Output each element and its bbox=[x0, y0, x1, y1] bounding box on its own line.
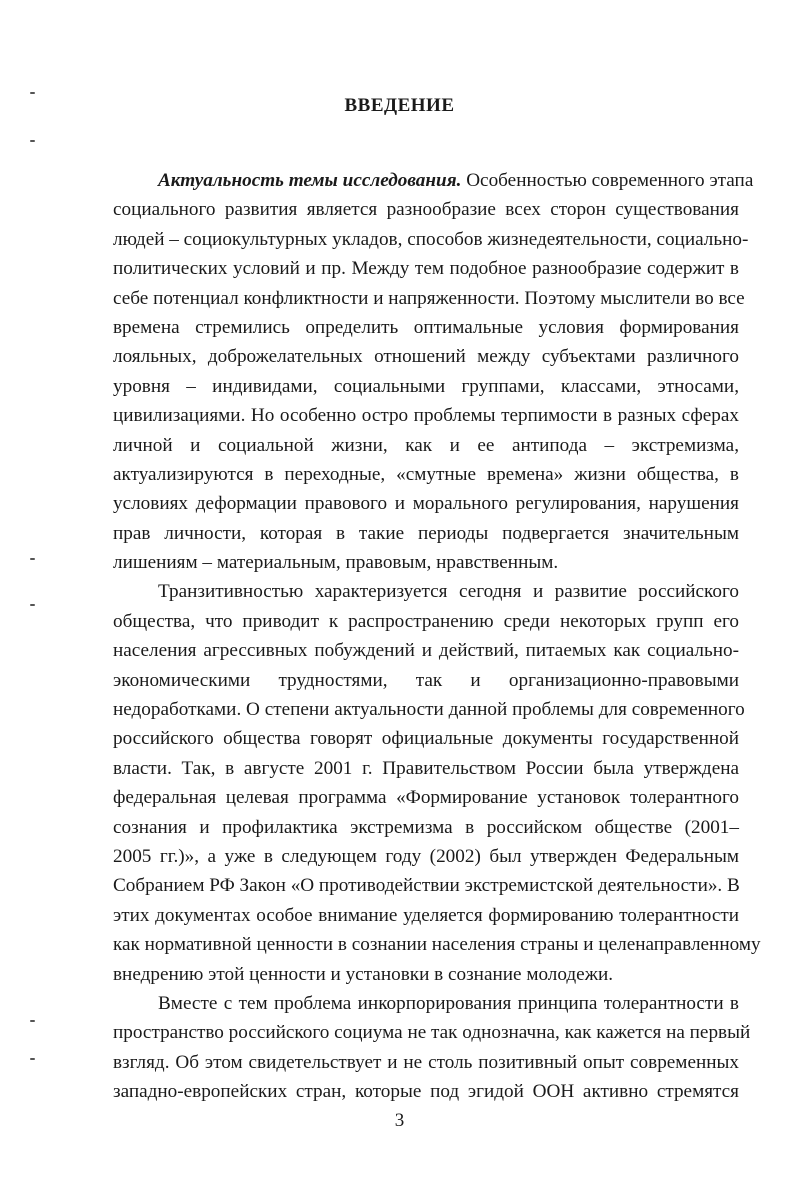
scan-speck bbox=[30, 558, 35, 560]
text-line: как нормативной ценности в сознании населения страны и целенаправленному bbox=[113, 934, 761, 956]
text-line: западно-европейских стран, которые под эгидой ООН активно стремятся bbox=[113, 1081, 739, 1103]
text-line: условиях деформации правового и морального регулирования, нарушения bbox=[113, 493, 739, 515]
text-line: лояльных, доброжелательных отношений между субъектами различного bbox=[113, 346, 739, 368]
text-line: пространство российского социума не так однозначна, как кажется на первый bbox=[113, 1022, 751, 1044]
text-line: населения агрессивных побуждений и действий, питаемых как социально- bbox=[113, 640, 739, 662]
text-line: актуализируются в переходные, «смутные времена» жизни общества, в bbox=[113, 463, 739, 485]
text-line bbox=[113, 166, 754, 195]
paragraph-tolerance-principle bbox=[113, 989, 751, 1107]
text-line: 2005 гг.)», а уже в следующем году (2002) был утвержден Федеральным bbox=[113, 845, 739, 867]
paragraph-relevance bbox=[113, 166, 754, 577]
scan-speck bbox=[30, 92, 35, 94]
scan-speck bbox=[30, 1058, 35, 1060]
text-line: людей – социокультурных укладов, способов жизнедеятельности, социально- bbox=[113, 228, 749, 250]
text-line: общества, что приводит к распространению среди некоторых групп его bbox=[113, 610, 739, 632]
section-lead-in: Актуальность темы исследования. bbox=[158, 170, 462, 191]
text-line: сознания и профилактика экстремизма в российском обществе (2001– bbox=[113, 816, 739, 838]
text-line: экономическими трудностями, так и организационно-правовыми bbox=[113, 669, 739, 691]
page-title: ВВЕДЕНИЕ bbox=[344, 95, 455, 116]
text-line: власти. Так, в августе 2001 г. Правительством России была утверждена bbox=[113, 757, 739, 779]
text-line: прав личности, которая в такие периоды подвергается значительным bbox=[113, 522, 739, 544]
text-line: себе потенциал конфликтности и напряженности. Поэтому мыслители во все bbox=[113, 287, 745, 309]
text-line: недоработками. О степени актуальности данной проблемы для современного bbox=[113, 699, 745, 721]
text-line: лишениям – материальным, правовым, нравственным. bbox=[113, 552, 559, 574]
text-line: взгляд. Об этом свидетельствует и не столь позитивный опыт современных bbox=[113, 1051, 739, 1073]
body-text bbox=[113, 166, 761, 1107]
text-line: федеральная целевая программа «Формирование установок толерантного bbox=[113, 787, 739, 809]
text-line: личной и социальной жизни, как и ее антипода – экстремизма, bbox=[113, 434, 739, 456]
scan-speck bbox=[30, 1020, 35, 1022]
text-line: цивилизациями. Но особенно остро проблемы терпимости в разных сферах bbox=[113, 405, 739, 427]
text-line: времена стремились определить оптимальные условия формирования bbox=[113, 316, 739, 338]
text-line: Вместе с тем проблема инкорпорирования принципа толерантности в bbox=[158, 992, 739, 1014]
page-number: 3 bbox=[394, 1110, 405, 1131]
text-line: Собранием РФ Закон «О противодействии экстремистской деятельности». В bbox=[113, 875, 740, 897]
scan-speck bbox=[30, 604, 35, 606]
text-line: социального развития является разнообразие всех сторон существования bbox=[113, 199, 739, 221]
text-line: Транзитивностью характеризуется сегодня и развитие российского bbox=[158, 581, 739, 603]
paragraph-transitivity bbox=[113, 577, 761, 988]
text-line: этих документах особое внимание уделяется формированию толерантности bbox=[113, 904, 739, 926]
text-line-content: Особенностью современного этапа bbox=[461, 170, 754, 191]
text-line: внедрению этой ценности и установки в сознание молодежи. bbox=[113, 963, 614, 985]
scan-speck bbox=[30, 140, 35, 142]
text-line: политических условий и пр. Между тем подобное разнообразие содержит в bbox=[113, 258, 739, 280]
text-line: уровня – индивидами, социальными группами, классами, этносами, bbox=[113, 375, 739, 397]
text-line: российского общества говорят официальные документы государственной bbox=[113, 728, 739, 750]
